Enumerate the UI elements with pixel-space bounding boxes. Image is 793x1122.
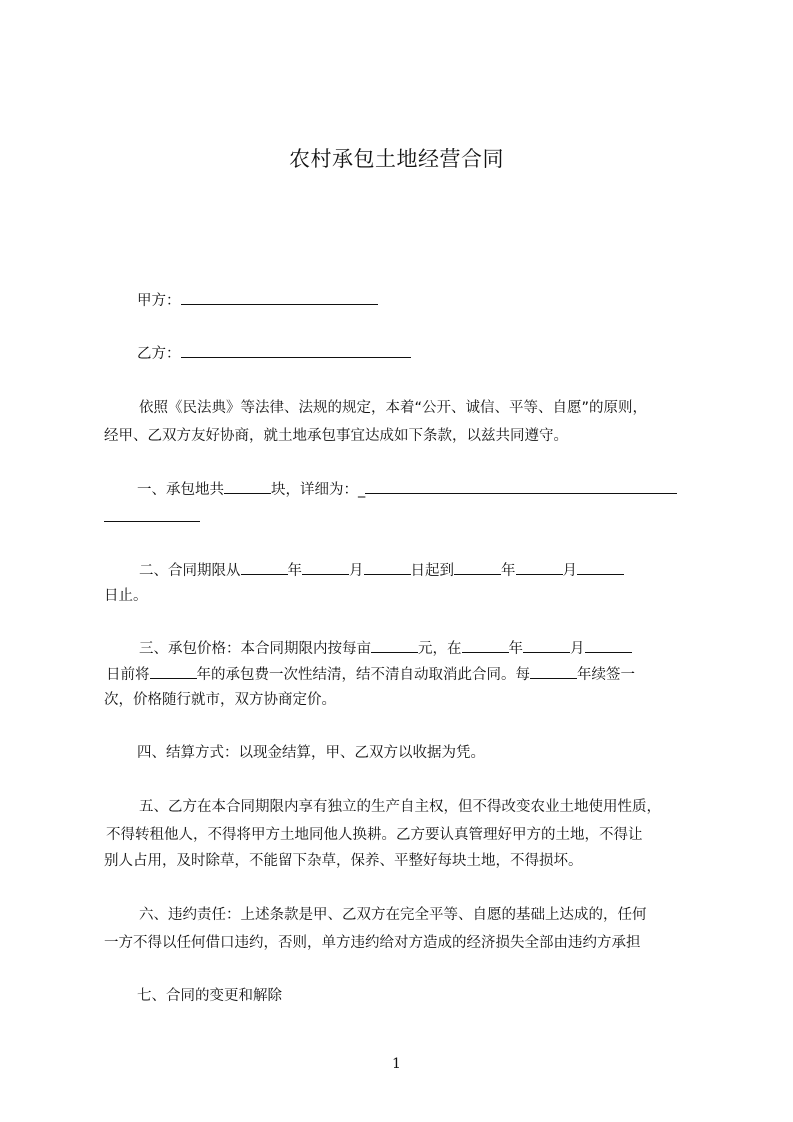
start-month-blank[interactable] — [302, 560, 349, 575]
clause-3-text-g: 年续签一 — [577, 667, 635, 683]
clause-2-text-b: 年 — [287, 563, 302, 579]
clause-5-line-3: 别人占用，及时除草，不能留下杂草，保养、平整好每块土地，不得损坏。 — [104, 853, 583, 869]
clause-2-line-2: 日止。 — [104, 588, 148, 604]
party-a-blank[interactable] — [181, 290, 378, 305]
intro-line-2: 经甲、乙双方友好协商，就土地承包事宜达成如下条款，以兹共同遵守。 — [104, 428, 568, 444]
clause-3-text-f: 年的承包费一次性结清，结不清自动取消此合同。每 — [196, 667, 530, 683]
clause-3-text-c: 年 — [508, 641, 523, 657]
clause-1-line-1 — [137, 479, 737, 500]
payment-day-blank[interactable] — [585, 638, 632, 653]
payment-month-blank[interactable] — [523, 638, 570, 653]
party-a-line — [137, 290, 737, 311]
end-year-blank[interactable] — [454, 560, 501, 575]
clause-1-text-b: 块，详细为： — [271, 482, 358, 498]
clause-3-text-a: 三、承包价格：本合同期限内按每亩 — [139, 641, 371, 657]
clause-1-line-2 — [104, 507, 704, 528]
party-b-blank[interactable] — [181, 343, 411, 358]
clause-7-line: 七、合同的变更和解除 — [137, 988, 282, 1004]
start-year-blank[interactable] — [241, 560, 288, 575]
clause-2-text-d: 日起到 — [410, 563, 454, 579]
clause-3-text-b: 元，在 — [418, 641, 462, 657]
intro-line-1: 依照《民法典》等法律、法规的规定，本着“公开、诚信、平等、自愿”的原则， — [139, 400, 648, 416]
plot-count-blank[interactable] — [224, 479, 271, 494]
clause-2-text-a: 二、合同期限从 — [139, 563, 241, 579]
clause-4-line: 四、结算方式：以现金结算，甲、乙双方以收据为凭。 — [137, 745, 485, 761]
clause-3-line-3: 次，价格随行就市，双方协商定价。 — [104, 692, 336, 708]
clause-1-text-c: _ — [358, 482, 366, 498]
clause-3-text-d: 月 — [570, 641, 585, 657]
party-a-label: 甲方： — [137, 293, 181, 309]
fee-years-blank[interactable] — [150, 664, 197, 679]
clause-3-line-2 — [106, 664, 706, 685]
party-b-label: 乙方： — [137, 346, 181, 362]
clause-1-text-a: 一、承包地共 — [137, 482, 224, 498]
end-day-blank[interactable] — [577, 560, 624, 575]
clause-6-line-1: 六、违约责任：上述条款是甲、乙双方在完全平等、自愿的基础上达成的，任何 — [139, 907, 647, 923]
clause-5-line-2: 不得转租他人，不得将甲方土地同他人换耕。乙方要认真管理好甲方的土地，不得让 — [106, 827, 643, 843]
page-number: 1 — [392, 1056, 401, 1072]
renewal-years-blank[interactable] — [530, 664, 577, 679]
plot-details-blank-continued[interactable] — [104, 507, 200, 522]
clause-6-line-2: 一方不得以任何借口违约，否则，单方违约给对方造成的经济损失全部由违约方承担 — [104, 935, 641, 951]
start-day-blank[interactable] — [364, 560, 411, 575]
plot-details-blank[interactable] — [365, 479, 677, 494]
clause-3-line-1 — [139, 638, 739, 659]
clause-2-text-c: 月 — [349, 563, 364, 579]
clause-2-line-1 — [139, 560, 739, 581]
document-title: 农村承包土地经营合同 — [289, 147, 504, 171]
payment-year-blank[interactable] — [462, 638, 509, 653]
clause-2-text-f: 月 — [562, 563, 577, 579]
price-per-mu-blank[interactable] — [371, 638, 418, 653]
end-month-blank[interactable] — [516, 560, 563, 575]
clause-5-line-1: 五、乙方在本合同期限内享有独立的生产自主权，但不得改变农业土地使用性质， — [139, 799, 661, 815]
party-b-line — [137, 343, 737, 364]
clause-3-text-e: 日前将 — [106, 667, 150, 683]
clause-2-text-e: 年 — [501, 563, 516, 579]
